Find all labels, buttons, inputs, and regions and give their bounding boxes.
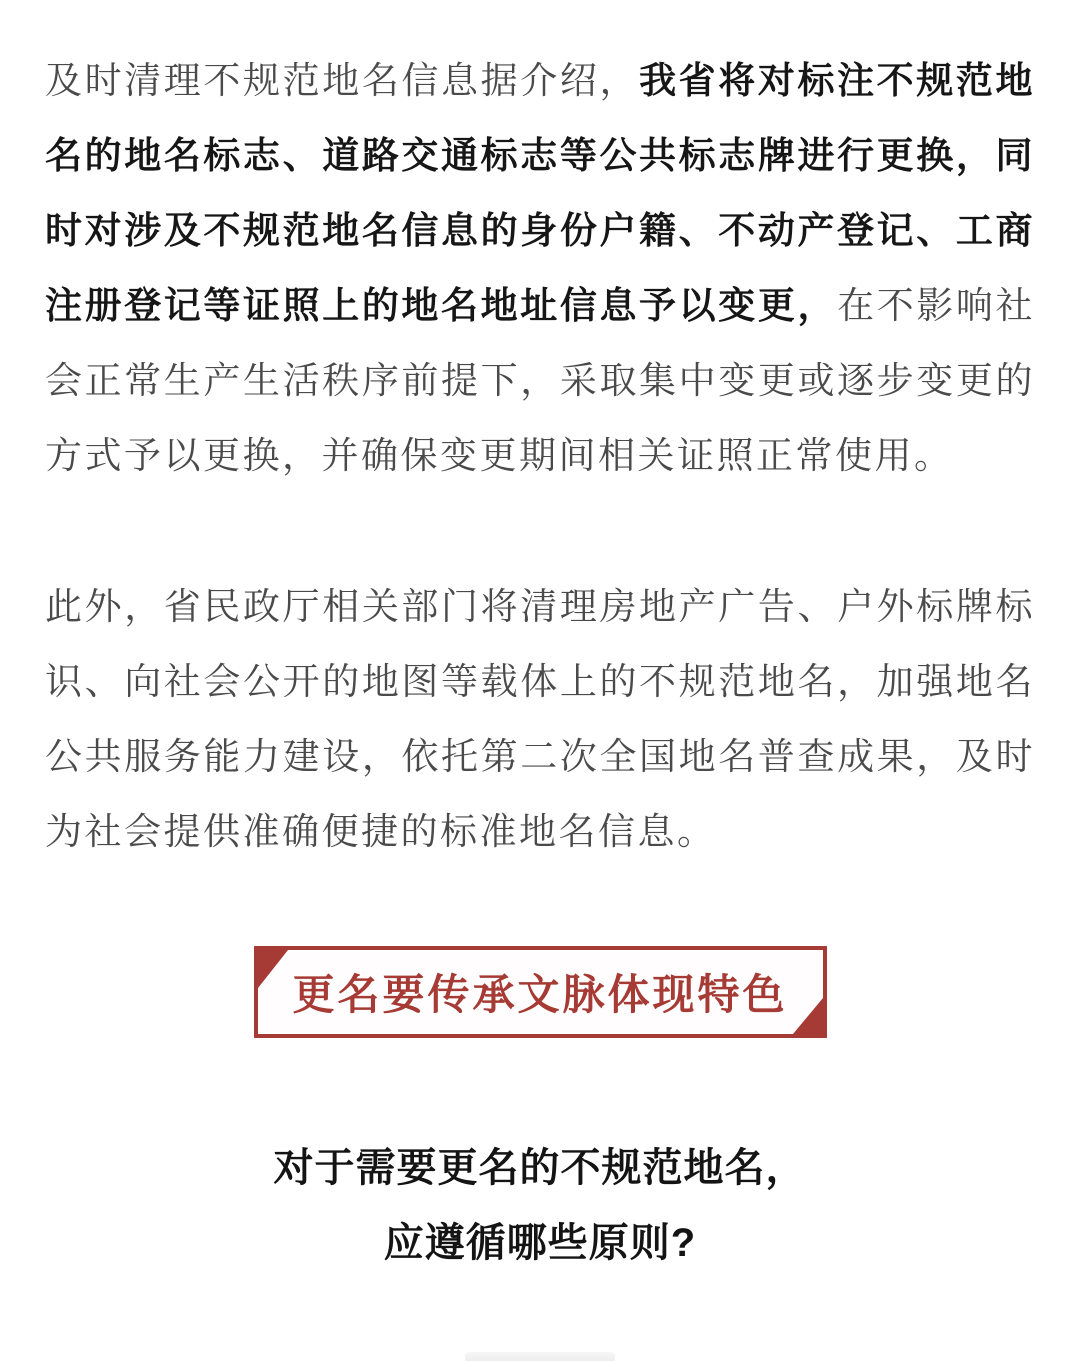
article-body <box>0 43 1080 1281</box>
banner-corner-bottom-right-decoration <box>793 998 823 1034</box>
paragraph-followup: 此外，省民政厅相关部门将清理房地产广告、户外标牌标识、向社会公开的地图等载体上的不规范地名，加强地名公共服务能力建设，依托第二次全国地名普查成果，及时为社会提供准确便捷的标准地名信息。 <box>45 586 1035 852</box>
paragraph-intro-emphasis: 我省将对标注不规范地名的地名标志、道路交通标志等公共标志牌进行更换，同时对涉及不规范地名信息的身份户籍、不动产登记、工商注册登记等证照上的地名地址信息予以变更， <box>45 60 1035 326</box>
paragraph-intro <box>45 43 1035 493</box>
next-section-peek <box>465 1352 615 1361</box>
section-banner <box>254 946 827 1038</box>
paragraph-intro-lead: 及时清理不规范地名信息据介绍， <box>45 60 640 101</box>
paragraph-intro-tail: 在不影响社会正常生产生活秩序前提下，采取集中变更或逐步变更的方式予以更换，并确保变更期间相关证照正常使用。 <box>45 285 1036 476</box>
question-heading <box>45 1131 1035 1281</box>
question-line-1: 对于需要更名的不规范地名， <box>273 1146 807 1190</box>
question-line-2: 应遵循哪些原则? <box>383 1221 697 1265</box>
banner-corner-top-left-decoration <box>258 950 288 988</box>
banner-title: 更名要传承文脉体现特色 <box>292 971 788 1018</box>
